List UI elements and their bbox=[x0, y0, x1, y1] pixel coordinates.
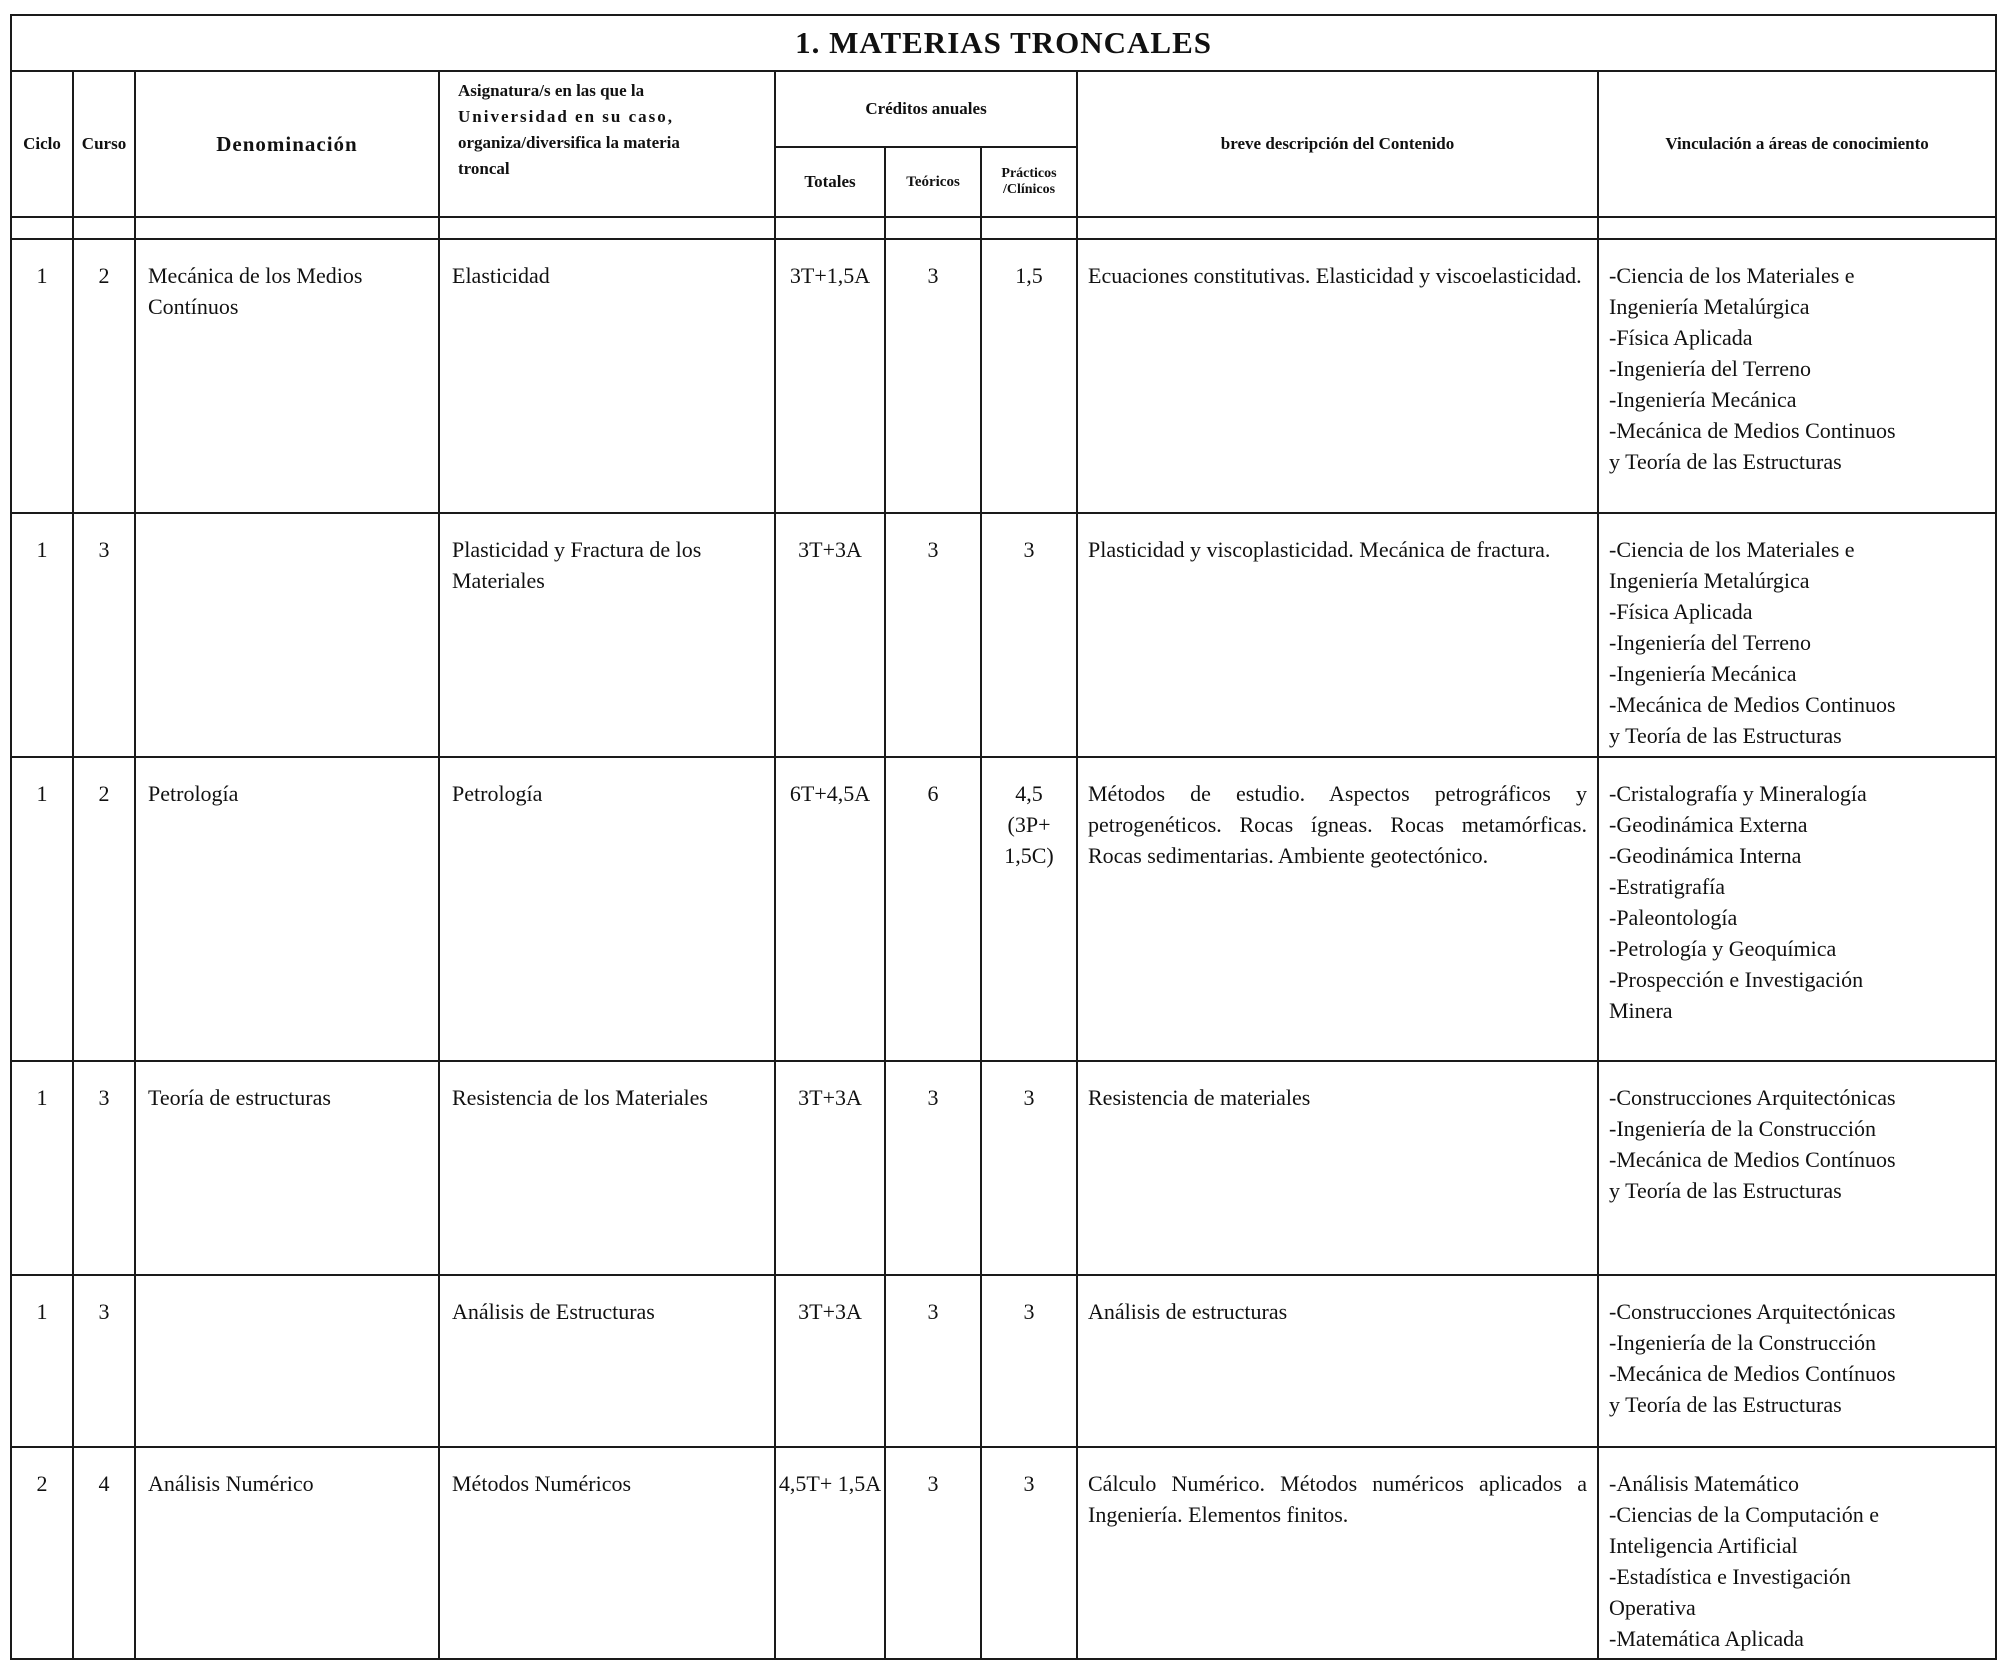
header-teoricos: Teóricos bbox=[885, 147, 981, 217]
header-curso: Curso bbox=[73, 71, 135, 217]
materias-troncales-table bbox=[10, 14, 1997, 1660]
header-vinculacion: Vinculación a áreas de conocimiento bbox=[1598, 71, 1996, 217]
header-ciclo: Ciclo bbox=[11, 71, 73, 217]
header-asignatura: Asignatura/s en las que la Universidad en su caso, organiza/diversifica la materia troncal bbox=[439, 71, 775, 217]
table-row: 2 4 Análisis Numérico Métodos Numéricos 4,5T+ 1,5A 3 3 Cálculo Numérico. Métodos numéricos aplicados a Ingeniería. Elementos finitos. -Análisis Matemático -Ciencias de la Computación e Inteligencia Artificial -Estadística e Investigación Operativa -Matemática Aplicada bbox=[11, 1447, 1996, 1659]
page-title: 1. MATERIAS TRONCALES bbox=[11, 15, 1996, 71]
table-row: 1 3 Análisis de Estructuras 3T+3A 3 3 Análisis de estructuras -Construcciones Arquitectónicas -Ingeniería de la Construcción -Mecánica de Medios Contínuos y Teoría de las Estructuras bbox=[11, 1275, 1996, 1447]
header-practicos: Prácticos /Clínicos bbox=[981, 147, 1077, 217]
header-denominacion: Denominación bbox=[135, 71, 439, 217]
header-creditos-anuales: Créditos anuales bbox=[775, 71, 1077, 147]
table-row: 1 2 Petrología Petrología 6T+4,5A 6 4,5 (3P+ 1,5C) Métodos de estudio. Aspectos petrográficos y petrogenéticos. Rocas ígneas. Rocas metamórficas. Rocas sedimentarias. Ambiente geotectónico. -Cristalografía y Mineralogía -Geodinámica Externa -Geodinámica Interna -Estratigrafía -Paleontología -Petrología y Geoquímica -Prospección e Investigación Minera bbox=[11, 757, 1996, 1061]
header-totales: Totales bbox=[775, 147, 885, 217]
table-row: 1 2 Mecánica de los Medios Contínuos Elasticidad 3T+1,5A 3 1,5 Ecuaciones constitutivas. Elasticidad y viscoelasticidad. -Ciencia de los Materiales e Ingeniería Metalúrgica -Física Aplicada -Ingeniería del Terreno -Ingeniería Mecánica -Mecánica de Medios Continuos y Teoría de las Estructuras bbox=[11, 239, 1996, 513]
table-row: 1 3 Teoría de estructuras Resistencia de los Materiales 3T+3A 3 3 Resistencia de materiales -Construcciones Arquitectónicas -Ingeniería de la Construcción -Mecánica de Medios Contínuos y Teoría de las Estructuras bbox=[11, 1061, 1996, 1275]
header-descripcion: breve descripción del Contenido bbox=[1077, 71, 1598, 217]
gap-row bbox=[11, 217, 1996, 239]
table-row: 1 3 Plasticidad y Fractura de los Materiales 3T+3A 3 3 Plasticidad y viscoplasticidad. Mecánica de fractura. -Ciencia de los Materiales e Ingeniería Metalúrgica -Física Aplicada -Ingeniería del Terreno -Ingeniería Mecánica -Mecánica de Medios Continuos y Teoría de las Estructuras bbox=[11, 513, 1996, 757]
